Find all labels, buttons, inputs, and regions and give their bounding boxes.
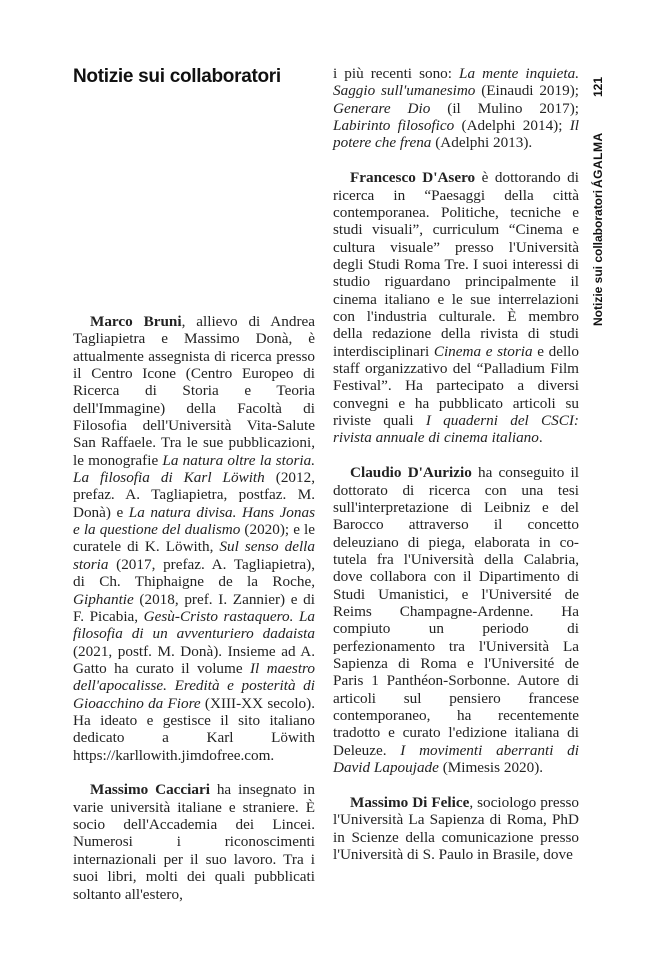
page-number: 121 <box>591 76 605 97</box>
entry-text: (Einaudi 2019); <box>475 82 579 100</box>
book-title: La natura oltre la storia. La filosofia di Karl Löwith <box>73 451 315 487</box>
book-title: Generare Dio <box>333 99 431 117</box>
entry-text: ha insegnato in varie università italiane e straniere. È socio dell'Accademia dei Lincei. Numerosi i riconoscimenti internazionali per il suo lavoro. Tra i suoi libri, molti dei quali pubblicati soltanto all'estero, <box>73 781 315 903</box>
entry-text: (Adelphi 2013). <box>431 134 533 152</box>
entry-text: è dottorando di ricerca in “Paesaggi della città contemporanea. Politiche, tecniche e studi visuali”, curriculum “Cinema e cultura visuale” presso l'Università degli Studi Roma Tre. I suoi interessi di studio riguardano principalmente il cinema italiano e le sue interrelazioni con l'industria culturale. È membro della redazione della rivista di studi interdisciplinari <box>333 169 579 360</box>
column-continuation-space <box>333 152 579 170</box>
entry-text: (2018, pref. I. Zannier) e di F. Picabia, <box>73 590 315 625</box>
book-title: Gesù-Cristo rastaquero. La filosofia di un avventuriero dadaista <box>73 607 315 643</box>
left-column <box>73 313 315 903</box>
book-title: Labirinto filosofico <box>333 117 455 135</box>
author-name: Claudio D'Aurizio <box>350 464 472 482</box>
entry-dasero <box>333 169 579 447</box>
book-title: Giphantie <box>73 590 134 608</box>
entry-text: i più recenti sono: <box>333 65 460 82</box>
entry-text: (Mimesis 2020). <box>438 759 544 777</box>
entry-text: , sociologo presso l'Università La Sapienza di Roma, PhD in Scienze della comunicazione presso l'Università di S. Paulo in Brasile, dove <box>333 793 579 863</box>
running-section-title: Notizie sui collaboratori <box>591 189 605 326</box>
book-title: La natura divisa. Hans Jonas e la questione del dualismo <box>73 503 315 539</box>
entry-text: (Adelphi 2014); <box>454 117 570 135</box>
book-title: Il maestro dell'apocalisse. Eredità e posterità di Gioacchino da Fiore <box>73 659 315 712</box>
entry-text: (2020); e le curatele di K. Löwith, <box>73 521 315 556</box>
right-column <box>333 65 579 863</box>
book-title: Sul senso della storia <box>73 538 315 573</box>
book-title: I movimenti aberranti di David Lapoujade <box>333 741 579 777</box>
entry-text: (XIII-XX secolo). Ha ideato e gestisce il sito italiano dedicato a Karl Löwith https://karllowith.jimdofree.com. <box>73 694 315 764</box>
book-title: La mente inquieta. Saggio sull'umanesimo <box>333 65 579 100</box>
journal-title: Cinema e storia <box>433 342 533 360</box>
author-name: Marco Bruni <box>90 313 182 330</box>
entry-text: (il Mulino 2017); <box>430 99 579 117</box>
entry-text: (2021, postf. M. Donà). Insieme ad A. Gatto ha curato il volume <box>73 642 315 677</box>
author-name: Massimo Di Felice <box>350 793 470 811</box>
entry-difelice <box>333 794 579 863</box>
entry-text: e dello staff organizzativo del “Palladium Film Festival”. Ha partecipato a diversi convegni e ha pubblicato articoli su riviste quali <box>333 342 579 430</box>
book-title: Il potere che frena <box>333 117 580 152</box>
entry-daurizio <box>333 464 579 776</box>
entry-text: , allievo di Andrea Tagliapietra e Massimo Donà, è attualmente assegnista di ricerca presso il Centro Icone (Centro Europeo di Ricerca di Storia e Teoria dell'Immagine) della Facoltà di Filosofia dell'Università Vita-Salute San Raffaele. Tra le sue pubblicazioni, le monografie <box>73 313 316 469</box>
page-title: Notizie sui collaboratori <box>73 66 281 87</box>
entry-text: (2012, prefaz. A. Tagliapietra, postfaz. M. Donà) e <box>73 469 315 521</box>
entry-cacciari <box>73 781 315 902</box>
author-name: Massimo Cacciari <box>90 781 210 799</box>
entry-text: (2017, prefaz. A. Tagliapietra), di Ch. Thiphaigne de la Roche, <box>73 555 315 591</box>
entry-bruni <box>73 313 315 764</box>
journal-title: I quaderni del CSCI: rivista annuale di cinema italiano <box>333 412 579 447</box>
entry-cacciari-continued <box>333 65 579 152</box>
journal-name: ÁGALMA <box>591 132 605 188</box>
author-name: Francesco D'Asero <box>350 169 476 187</box>
entry-text: ha conseguito il dottorato di ricerca con una tesi sull'interpretazione di Leibniz e del Barocco attraverso il concetto deleuziano di piega, elaborata in co-tutela fra l'Università della Calabria, dove collabora con il Dipartimento di Studi Umanistici, e l'Université de Reims Champagne-Ardenne. Ha compiuto un periodo di perfezionamento tra l'Università La Sapienza di Roma e l'Université de Paris 1 Panthéon-Sorbonne. Autore di articoli sul pensiero francese contemporaneo, ha recentemente tradotto e curato l'edizione italiana di Deleuze. <box>333 464 579 759</box>
entry-text: . <box>538 429 543 447</box>
